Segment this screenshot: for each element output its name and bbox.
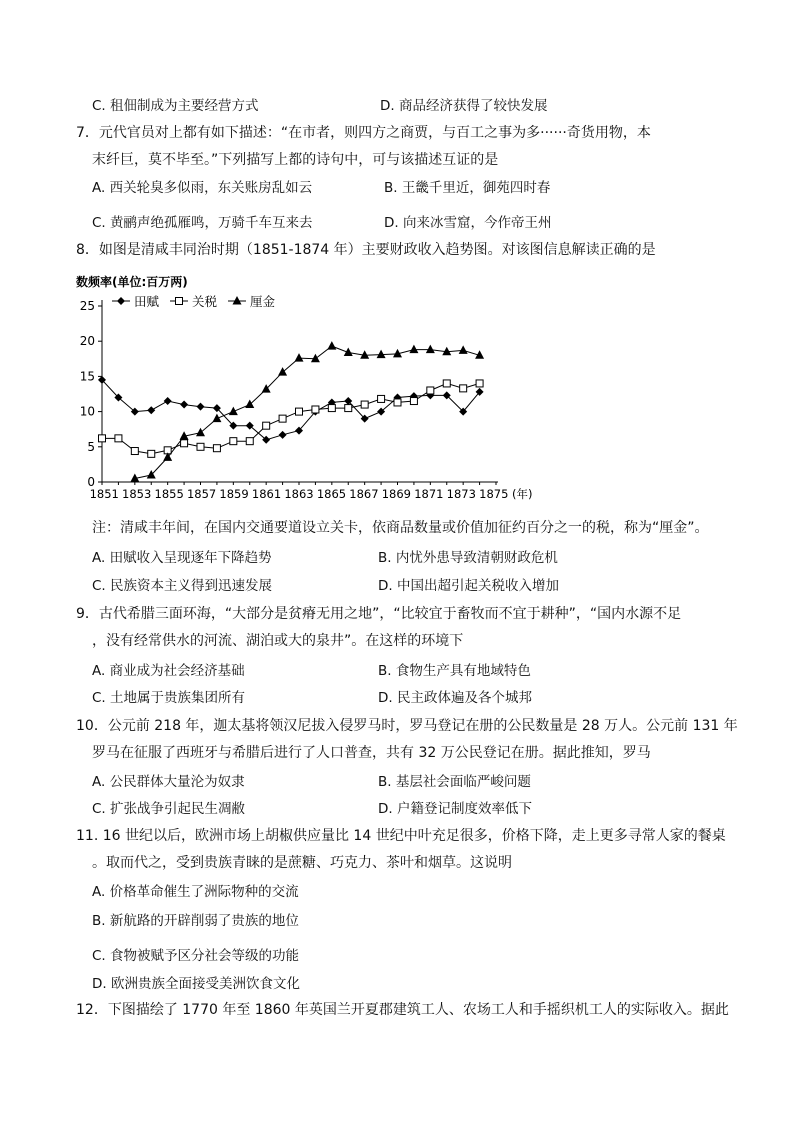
q11-stem-line1: 11. 16 世纪以后，欧洲市场上胡椒供应量比 14 世纪中叶充足很多，价格下降，走上更多寻常人家的餐桌 bbox=[76, 828, 726, 844]
q7-option-c: C. 黄鹂声绝孤雁鸣，万骑千车互来去 bbox=[92, 215, 313, 231]
legend-item bbox=[228, 294, 276, 309]
chart-legend bbox=[112, 294, 276, 309]
data-point bbox=[131, 448, 138, 455]
legend-item bbox=[112, 294, 160, 309]
q9-stem-line1: 9．古代希腊三面环海，“大部分是贫瘠无用之地”，“比较宜于畜牧而不宜于耕种”，“国内水源不足 bbox=[76, 606, 682, 622]
x-tick-label: 1857 bbox=[186, 487, 217, 501]
legend-label: 厘金 bbox=[250, 294, 276, 309]
y-tick-label: 10 bbox=[79, 404, 95, 419]
x-axis-label: (年) bbox=[512, 487, 533, 501]
q11-option-d: D. 欧洲贵族全面接受美洲饮食文化 bbox=[92, 976, 300, 992]
q6-option-d: D. 商品经济获得了较快发展 bbox=[380, 98, 548, 114]
data-point bbox=[279, 415, 286, 422]
q10-stem-line1: 10．公元前 218 年，迦太基将领汉尼拔入侵罗马时，罗马登记在册的公民数量是 28 万人。公元前 131 年 bbox=[76, 718, 738, 734]
x-tick-label: 1853 bbox=[122, 487, 152, 501]
data-point bbox=[378, 395, 385, 402]
data-point bbox=[377, 350, 386, 359]
q7-stem-line2: 末纤巨，莫不毕至。”下列描写上都的诗句中，可与该描述互证的是 bbox=[92, 152, 499, 168]
data-point bbox=[394, 399, 401, 406]
q7-option-b: B. 王畿千里近，御苑四时春 bbox=[384, 180, 551, 196]
data-point bbox=[345, 405, 352, 412]
q8-option-a: A. 田赋收入呈现逐年下降趋势 bbox=[92, 550, 272, 566]
q8-stem: 8．如图是清咸丰同治时期（1851-1874 年）主要财政收入趋势图。对该图信息解读正确的是 bbox=[76, 242, 656, 258]
q7-option-a: A. 西关轮臭多似雨，东关账房乱如云 bbox=[92, 180, 313, 196]
legend-item bbox=[170, 294, 218, 309]
q12-stem: 12．下图描绘了 1770 年至 1860 年英国兰开夏郡建筑工人、农场工人和手摇织机工人的实际收入。据此 bbox=[76, 1002, 729, 1018]
x-tick-label: 1863 bbox=[284, 487, 314, 501]
q8-option-d: D. 中国出超引起关税收入增加 bbox=[378, 578, 559, 594]
series-line bbox=[102, 383, 480, 453]
q10-option-c: C. 扩张战争引起民生凋敝 bbox=[92, 801, 246, 817]
data-point bbox=[181, 440, 188, 447]
data-point bbox=[327, 341, 336, 350]
data-point bbox=[460, 385, 467, 392]
chart-axes bbox=[80, 299, 533, 501]
data-point bbox=[279, 431, 287, 439]
legend-label: 关税 bbox=[192, 294, 218, 309]
data-point bbox=[426, 345, 435, 354]
data-point bbox=[115, 435, 122, 442]
data-point bbox=[361, 401, 368, 408]
data-point bbox=[230, 438, 237, 445]
q11-option-b: B. 新航路的开辟削弱了贵族的地位 bbox=[92, 913, 299, 929]
x-tick-label: 1851 bbox=[89, 487, 119, 501]
data-point bbox=[99, 435, 106, 442]
series-diamond bbox=[98, 376, 484, 444]
q8-revenue-chart bbox=[76, 268, 536, 508]
q6-option-c: C. 租佃制成为主要经营方式 bbox=[92, 98, 259, 114]
data-point bbox=[443, 380, 450, 387]
data-point bbox=[459, 345, 468, 354]
q11-option-c: C. 食物被赋予区分社会等级的功能 bbox=[92, 948, 300, 964]
data-point bbox=[197, 403, 205, 411]
data-point bbox=[296, 408, 303, 415]
q8-option-b: B. 内忧外患导致清朝财政危机 bbox=[378, 550, 558, 566]
data-point bbox=[476, 380, 483, 387]
data-point bbox=[233, 296, 242, 305]
x-tick-label: 1867 bbox=[349, 487, 379, 501]
x-tick-label: 1865 bbox=[316, 487, 347, 501]
series-filled-triangle bbox=[130, 341, 484, 482]
data-point bbox=[117, 297, 125, 305]
x-tick-label: 1861 bbox=[251, 487, 282, 501]
legend-label: 田赋 bbox=[134, 294, 160, 309]
data-point bbox=[176, 298, 183, 305]
y-tick-label: 20 bbox=[79, 334, 95, 349]
data-point bbox=[212, 414, 221, 423]
data-point bbox=[164, 397, 172, 405]
q8-option-c: C. 民族资本主义得到迅速发展 bbox=[92, 578, 273, 594]
y-tick-label: 0 bbox=[87, 475, 95, 489]
q10-option-a: A. 公民群体大量沦为奴隶 bbox=[92, 774, 245, 790]
data-point bbox=[197, 443, 204, 450]
x-tick-label: 1859 bbox=[219, 487, 249, 501]
data-point bbox=[147, 406, 155, 414]
data-point bbox=[295, 353, 304, 362]
x-tick-label: 1875 bbox=[479, 487, 509, 501]
q9-stem-line2: ，没有经常供水的河流、湖泊或大的泉井”。在这样的环境下 bbox=[92, 633, 464, 649]
series-line bbox=[135, 346, 480, 478]
q10-option-d: D. 户籍登记制度效率低下 bbox=[378, 801, 532, 817]
data-point bbox=[312, 406, 319, 413]
data-point bbox=[148, 450, 155, 457]
q8-note: 注：清咸丰年间，在国内交通要道设立关卡，依商品数量或价值加征约百分之一的税，称为“厘金”。 bbox=[92, 520, 709, 536]
q10-option-b: B. 基层社会面临严峻问题 bbox=[378, 774, 531, 790]
x-tick-label: 1855 bbox=[154, 487, 184, 501]
series-open-square bbox=[99, 380, 484, 457]
data-point bbox=[328, 405, 335, 412]
series-line bbox=[102, 380, 480, 440]
data-point bbox=[311, 354, 320, 363]
y-tick-label: 15 bbox=[79, 369, 95, 384]
q11-option-a: A. 价格革命催生了洲际物种的交流 bbox=[92, 884, 299, 900]
data-point bbox=[246, 438, 253, 445]
q9-option-d: D. 民主政体遍及各个城邦 bbox=[378, 690, 532, 706]
data-point bbox=[427, 387, 434, 394]
data-point bbox=[196, 428, 205, 437]
q9-option-a: A. 商业成为社会经济基础 bbox=[92, 663, 245, 679]
q11-stem-line2: 。取而代之，受到贵族青睐的是蔗糖、巧克力、茶叶和烟草。这说明 bbox=[92, 855, 512, 871]
chart-series bbox=[98, 341, 484, 482]
q9-option-c: C. 土地属于贵族集团所有 bbox=[92, 690, 246, 706]
data-point bbox=[278, 367, 287, 376]
chart-ylabel: 数频率(单位:百万两) bbox=[76, 275, 188, 289]
data-point bbox=[229, 407, 238, 416]
data-point bbox=[213, 445, 220, 452]
x-tick-label: 1869 bbox=[381, 487, 412, 501]
y-tick-label: 25 bbox=[79, 299, 95, 313]
data-point bbox=[245, 400, 254, 409]
data-point bbox=[410, 398, 417, 405]
data-point bbox=[263, 422, 270, 429]
y-tick-label: 5 bbox=[87, 439, 95, 454]
x-tick-label: 1871 bbox=[414, 487, 444, 501]
data-point bbox=[180, 401, 188, 409]
q7-stem-line1: 7．元代官员对上都有如下描述：“在市者，则四方之商贾，与百工之事为多······奇货用物，本 bbox=[76, 125, 651, 141]
q10-stem-line2: 罗马在征服了西班牙与希腊后进行了人口普查，共有 32 万公民登记在册。据此推知，罗马 bbox=[92, 745, 651, 761]
x-tick-label: 1873 bbox=[446, 487, 476, 501]
data-point bbox=[409, 345, 418, 354]
q7-option-d: D. 向来冰雪窟，今作帝王州 bbox=[384, 215, 552, 231]
q9-option-b: B. 食物生产具有地域特色 bbox=[378, 663, 531, 679]
